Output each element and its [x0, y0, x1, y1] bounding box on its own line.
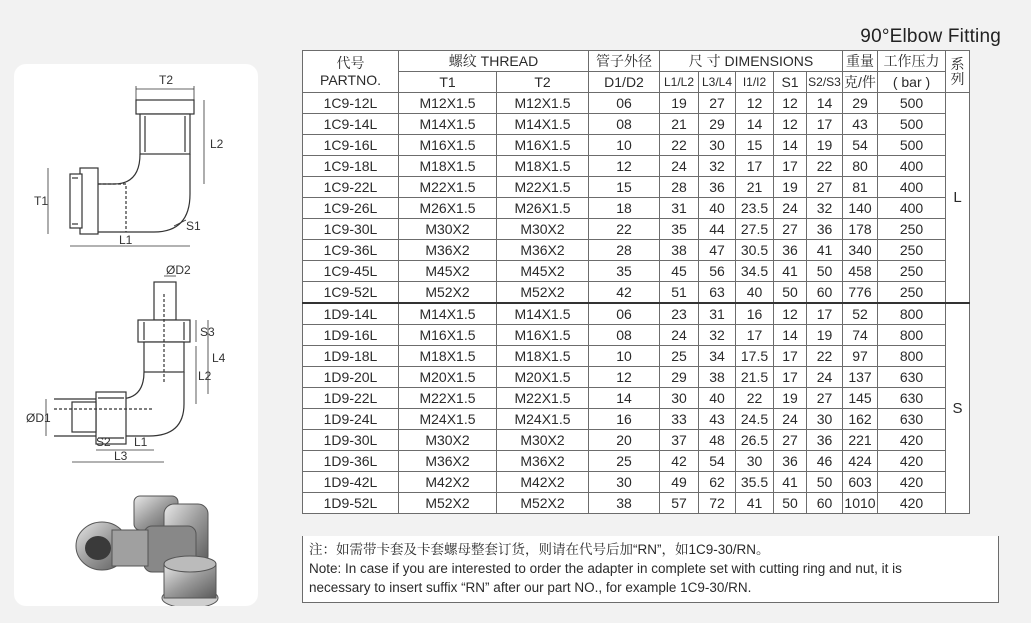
- table-cell: M18X1.5: [399, 156, 497, 177]
- header-weight-unit: 克/件: [843, 72, 878, 93]
- header-l3l4: L3/L4: [699, 72, 736, 93]
- table-row: [303, 388, 970, 409]
- table-cell: 19: [807, 135, 843, 156]
- table-cell: M30X2: [497, 219, 589, 240]
- table-cell: 25: [589, 451, 660, 472]
- label-d1: ØD1: [26, 411, 51, 425]
- table-cell: 1D9-22L: [303, 388, 399, 409]
- table-cell: M52X2: [497, 493, 589, 514]
- header-s1: S1: [774, 72, 807, 93]
- table-row: [303, 240, 970, 261]
- table-cell: M22X1.5: [399, 177, 497, 198]
- table-cell: 34.5: [736, 261, 774, 282]
- table-row: [303, 325, 970, 346]
- table-cell: 36: [774, 240, 807, 261]
- table-cell: 63: [699, 282, 736, 304]
- header-pressure-zh: 工作压力: [878, 51, 946, 72]
- note-box: [302, 536, 999, 603]
- label-t2: T2: [159, 73, 174, 87]
- table-cell: 38: [699, 367, 736, 388]
- table-cell: 12: [589, 156, 660, 177]
- table-cell: 420: [878, 493, 946, 514]
- table-cell: 30: [589, 472, 660, 493]
- table-cell: 1C9-45L: [303, 261, 399, 282]
- table-cell: 27: [774, 430, 807, 451]
- table-cell: 340: [843, 240, 878, 261]
- table-cell: M22X1.5: [399, 388, 497, 409]
- label-l1: L1: [119, 233, 133, 247]
- table-cell: 50: [807, 261, 843, 282]
- table-cell: 97: [843, 346, 878, 367]
- table-body: [303, 93, 970, 514]
- table-cell: M30X2: [399, 219, 497, 240]
- table-cell: 41: [807, 240, 843, 261]
- table-cell: 35: [589, 261, 660, 282]
- table-cell: 500: [878, 93, 946, 114]
- table-cell: 12: [774, 114, 807, 135]
- table-cell: 18: [589, 198, 660, 219]
- table-cell: 72: [699, 493, 736, 514]
- table-cell: 14: [807, 93, 843, 114]
- table-cell: 22: [660, 135, 699, 156]
- table-cell: 50: [807, 472, 843, 493]
- table-cell: 06: [589, 93, 660, 114]
- table-cell: 14: [774, 135, 807, 156]
- table-cell: 12: [774, 93, 807, 114]
- table-cell: 35.5: [736, 472, 774, 493]
- table-cell: M12X1.5: [399, 93, 497, 114]
- table-cell: 250: [878, 219, 946, 240]
- table-cell: 630: [878, 388, 946, 409]
- table-cell: 43: [699, 409, 736, 430]
- table-cell: 29: [843, 93, 878, 114]
- note-en-line1: Note: In case if you are interested to order the adapter in complete set with cutting ring and nut, it is: [309, 561, 902, 576]
- table-cell: 42: [589, 282, 660, 304]
- table-cell: M14X1.5: [399, 114, 497, 135]
- table-cell: 12: [774, 303, 807, 325]
- table-cell: 140: [843, 198, 878, 219]
- note-en-line2: necessary to insert suffix “RN” after our part NO., for example 1C9-30/RN.: [309, 580, 752, 595]
- table-cell: 30: [807, 409, 843, 430]
- label-s1: S1: [186, 219, 201, 233]
- table-cell: 52: [843, 303, 878, 325]
- table-cell: M18X1.5: [497, 346, 589, 367]
- table-row: [303, 219, 970, 240]
- elbow-drawing-middle: [46, 276, 208, 462]
- table-row: [303, 198, 970, 219]
- table-cell: 420: [878, 430, 946, 451]
- label-l2: L2: [210, 137, 224, 151]
- table-cell: 1C9-30L: [303, 219, 399, 240]
- table-cell: 47: [699, 240, 736, 261]
- table-cell: M16X1.5: [497, 325, 589, 346]
- table-cell: 62: [699, 472, 736, 493]
- table-cell: 14: [589, 388, 660, 409]
- table-cell: 54: [843, 135, 878, 156]
- table-cell: M16X1.5: [399, 135, 497, 156]
- table-cell: M16X1.5: [497, 135, 589, 156]
- table-cell: 1C9-22L: [303, 177, 399, 198]
- note-zh: 注：如需带卡套及卡套螺母整套订货，则请在代号后加“RN”，如1C9-30/RN。: [309, 542, 770, 557]
- table-cell: 19: [774, 177, 807, 198]
- table-cell: 29: [660, 367, 699, 388]
- table-cell: 16: [589, 409, 660, 430]
- table-cell: 17: [736, 156, 774, 177]
- table-cell: 27: [807, 177, 843, 198]
- table-cell: M45X2: [497, 261, 589, 282]
- label-l1-mid: L1: [134, 435, 148, 449]
- header-partno: 代号 PARTNO.: [303, 51, 399, 93]
- table-cell: M30X2: [399, 430, 497, 451]
- table-cell: 80: [843, 156, 878, 177]
- table-cell: 24.5: [736, 409, 774, 430]
- series-cell-l: L: [946, 93, 970, 304]
- table-row: [303, 93, 970, 114]
- table-cell: 49: [660, 472, 699, 493]
- table-cell: 1D9-24L: [303, 409, 399, 430]
- table-row: [303, 282, 970, 304]
- table-cell: 1D9-18L: [303, 346, 399, 367]
- label-l4: L4: [212, 351, 226, 365]
- table-cell: 40: [736, 282, 774, 304]
- table-cell: 1C9-26L: [303, 198, 399, 219]
- table-cell: 221: [843, 430, 878, 451]
- table-cell: 17: [774, 367, 807, 388]
- table-cell: 56: [699, 261, 736, 282]
- table-cell: 45: [660, 261, 699, 282]
- table-row: [303, 114, 970, 135]
- table-cell: 17: [807, 114, 843, 135]
- table-cell: 41: [774, 261, 807, 282]
- table-cell: 14: [736, 114, 774, 135]
- table-cell: 43: [843, 114, 878, 135]
- table-cell: M18X1.5: [497, 156, 589, 177]
- table-cell: 1C9-14L: [303, 114, 399, 135]
- table-cell: M22X1.5: [497, 177, 589, 198]
- label-d2: ØD2: [166, 263, 191, 277]
- table-cell: 34: [699, 346, 736, 367]
- header-pressure-unit: ( bar ): [878, 72, 946, 93]
- table-cell: 10: [589, 135, 660, 156]
- table-row: [303, 472, 970, 493]
- table-cell: 12: [589, 367, 660, 388]
- table-cell: 57: [660, 493, 699, 514]
- table-cell: 32: [807, 198, 843, 219]
- table-cell: 60: [807, 282, 843, 304]
- table-cell: 08: [589, 325, 660, 346]
- table-cell: M36X2: [497, 451, 589, 472]
- table-cell: 15: [736, 135, 774, 156]
- table-cell: 1D9-20L: [303, 367, 399, 388]
- table-cell: 1C9-18L: [303, 156, 399, 177]
- table-cell: 22: [736, 388, 774, 409]
- table-cell: M30X2: [497, 430, 589, 451]
- table-cell: 1010: [843, 493, 878, 514]
- table-cell: 1D9-42L: [303, 472, 399, 493]
- table-cell: M52X2: [399, 493, 497, 514]
- table-cell: M12X1.5: [497, 93, 589, 114]
- elbow-drawing-top: [48, 86, 204, 246]
- table-cell: 27: [807, 388, 843, 409]
- table-cell: 19: [807, 325, 843, 346]
- table-cell: 40: [699, 198, 736, 219]
- header-weight-zh: 重量: [843, 51, 878, 72]
- table-cell: 603: [843, 472, 878, 493]
- table-cell: 21: [736, 177, 774, 198]
- table-cell: 800: [878, 346, 946, 367]
- table-cell: 23: [660, 303, 699, 325]
- table-cell: 1C9-36L: [303, 240, 399, 261]
- header-t1: T1: [399, 72, 497, 93]
- table-cell: 178: [843, 219, 878, 240]
- table-cell: 1D9-30L: [303, 430, 399, 451]
- label-s3: S3: [200, 325, 215, 339]
- table-cell: 27: [699, 93, 736, 114]
- table-row: [303, 367, 970, 388]
- table-row: [303, 409, 970, 430]
- table-cell: 15: [589, 177, 660, 198]
- table-cell: 30: [660, 388, 699, 409]
- table-cell: 24: [774, 198, 807, 219]
- table-cell: 27: [774, 219, 807, 240]
- table-cell: M45X2: [399, 261, 497, 282]
- table-cell: 24: [807, 367, 843, 388]
- table-cell: 14: [774, 325, 807, 346]
- table-cell: 33: [660, 409, 699, 430]
- table-cell: M42X2: [497, 472, 589, 493]
- spec-table: [302, 50, 970, 514]
- table-row: [303, 156, 970, 177]
- table-cell: 31: [699, 303, 736, 325]
- table-cell: 21: [660, 114, 699, 135]
- table-cell: 17: [774, 346, 807, 367]
- table-cell: M36X2: [497, 240, 589, 261]
- table-cell: 630: [878, 367, 946, 388]
- table-cell: 17: [774, 156, 807, 177]
- header-l1l2: L1/L2: [660, 72, 699, 93]
- table-cell: 41: [774, 472, 807, 493]
- table-cell: M36X2: [399, 240, 497, 261]
- table-cell: 40: [699, 388, 736, 409]
- table-cell: 60: [807, 493, 843, 514]
- table-cell: M14X1.5: [497, 114, 589, 135]
- header-d1d2: D1/D2: [589, 72, 660, 93]
- table-cell: 25: [660, 346, 699, 367]
- table-cell: 800: [878, 303, 946, 325]
- table-cell: 23.5: [736, 198, 774, 219]
- table-cell: 250: [878, 240, 946, 261]
- table-cell: M52X2: [399, 282, 497, 304]
- table-cell: 35: [660, 219, 699, 240]
- table-cell: 400: [878, 156, 946, 177]
- table-cell: 22: [589, 219, 660, 240]
- table-cell: M26X1.5: [497, 198, 589, 219]
- table-cell: 44: [699, 219, 736, 240]
- table-cell: M14X1.5: [497, 303, 589, 325]
- table-cell: 38: [589, 493, 660, 514]
- table-cell: 22: [807, 156, 843, 177]
- header-dimensions: 尺 寸 DIMENSIONS: [660, 51, 843, 72]
- table-cell: 22: [807, 346, 843, 367]
- table-cell: 458: [843, 261, 878, 282]
- label-l2-mid: L2: [198, 369, 212, 383]
- table-cell: 36: [807, 430, 843, 451]
- table-cell: M52X2: [497, 282, 589, 304]
- table-cell: 1D9-14L: [303, 303, 399, 325]
- table-cell: 42: [660, 451, 699, 472]
- table-cell: 36: [774, 451, 807, 472]
- table-cell: M20X1.5: [497, 367, 589, 388]
- table-cell: 24: [660, 325, 699, 346]
- table-cell: 24: [660, 156, 699, 177]
- table-cell: 30: [699, 135, 736, 156]
- table-cell: 24: [774, 409, 807, 430]
- table-cell: 17: [736, 325, 774, 346]
- table-row: [303, 493, 970, 514]
- table-cell: 06: [589, 303, 660, 325]
- table-cell: 10: [589, 346, 660, 367]
- table-cell: 1D9-36L: [303, 451, 399, 472]
- table-cell: 162: [843, 409, 878, 430]
- header-s2s3: S2/S3: [807, 72, 843, 93]
- table-row: [303, 135, 970, 156]
- table-cell: M42X2: [399, 472, 497, 493]
- table-cell: 400: [878, 198, 946, 219]
- table-cell: 16: [736, 303, 774, 325]
- label-t1: T1: [34, 194, 49, 208]
- label-s2: S2: [96, 435, 111, 449]
- table-cell: 50: [774, 282, 807, 304]
- table-cell: 46: [807, 451, 843, 472]
- table-cell: 28: [589, 240, 660, 261]
- table-cell: 48: [699, 430, 736, 451]
- table-cell: 137: [843, 367, 878, 388]
- table-row: [303, 430, 970, 451]
- table-cell: 32: [699, 156, 736, 177]
- table-cell: 19: [774, 388, 807, 409]
- table-cell: 21.5: [736, 367, 774, 388]
- table-cell: M16X1.5: [399, 325, 497, 346]
- table-cell: 29: [699, 114, 736, 135]
- table-cell: 37: [660, 430, 699, 451]
- table-cell: 250: [878, 282, 946, 304]
- table-cell: 424: [843, 451, 878, 472]
- header-i1i2: I1/I2: [736, 72, 774, 93]
- table-cell: 31: [660, 198, 699, 219]
- table-cell: 17.5: [736, 346, 774, 367]
- table-cell: 36: [807, 219, 843, 240]
- table-cell: 20: [589, 430, 660, 451]
- table-cell: 30: [736, 451, 774, 472]
- table-cell: 1C9-16L: [303, 135, 399, 156]
- drawings-panel: [14, 64, 258, 606]
- table-cell: 1C9-12L: [303, 93, 399, 114]
- table-row: [303, 303, 970, 325]
- table-cell: M14X1.5: [399, 303, 497, 325]
- table-cell: 27.5: [736, 219, 774, 240]
- table-cell: M24X1.5: [399, 409, 497, 430]
- table-row: [303, 451, 970, 472]
- table-cell: M18X1.5: [399, 346, 497, 367]
- header-row-2: [303, 72, 970, 93]
- table-cell: 50: [774, 493, 807, 514]
- table-cell: 420: [878, 451, 946, 472]
- table-cell: 38: [660, 240, 699, 261]
- label-l3: L3: [114, 449, 128, 463]
- table-cell: 12: [736, 93, 774, 114]
- table-cell: 30.5: [736, 240, 774, 261]
- table-cell: 36: [699, 177, 736, 198]
- table-cell: 19: [660, 93, 699, 114]
- table-cell: M22X1.5: [497, 388, 589, 409]
- header-t2: T2: [497, 72, 589, 93]
- table-cell: 500: [878, 114, 946, 135]
- table-cell: 630: [878, 409, 946, 430]
- table-cell: 51: [660, 282, 699, 304]
- table-cell: 17: [807, 303, 843, 325]
- series-cell-s: S: [946, 303, 970, 514]
- table-cell: M26X1.5: [399, 198, 497, 219]
- table-cell: 41: [736, 493, 774, 514]
- table-cell: 1D9-16L: [303, 325, 399, 346]
- elbow-photo: [76, 496, 218, 606]
- table-cell: 776: [843, 282, 878, 304]
- header-tube-zh: 管子外径: [589, 51, 660, 72]
- table-cell: M36X2: [399, 451, 497, 472]
- table-cell: 145: [843, 388, 878, 409]
- table-cell: M20X1.5: [399, 367, 497, 388]
- table-cell: 400: [878, 177, 946, 198]
- table-cell: 54: [699, 451, 736, 472]
- table-row: [303, 261, 970, 282]
- table-cell: 26.5: [736, 430, 774, 451]
- table-cell: 1C9-52L: [303, 282, 399, 304]
- header-row-1: [303, 51, 970, 72]
- table-cell: 32: [699, 325, 736, 346]
- table-row: [303, 346, 970, 367]
- page-title: 90°Elbow Fitting: [860, 26, 1001, 47]
- table-cell: 74: [843, 325, 878, 346]
- table-cell: 800: [878, 325, 946, 346]
- technical-drawings: [14, 64, 258, 606]
- table-cell: M24X1.5: [497, 409, 589, 430]
- header-series: 系列: [946, 51, 970, 93]
- table-cell: 420: [878, 472, 946, 493]
- table-cell: 1D9-52L: [303, 493, 399, 514]
- header-thread: 螺纹 THREAD: [399, 51, 589, 72]
- table-cell: 250: [878, 261, 946, 282]
- table-row: [303, 177, 970, 198]
- table-cell: 81: [843, 177, 878, 198]
- table-cell: 08: [589, 114, 660, 135]
- table-cell: 500: [878, 135, 946, 156]
- table-cell: 28: [660, 177, 699, 198]
